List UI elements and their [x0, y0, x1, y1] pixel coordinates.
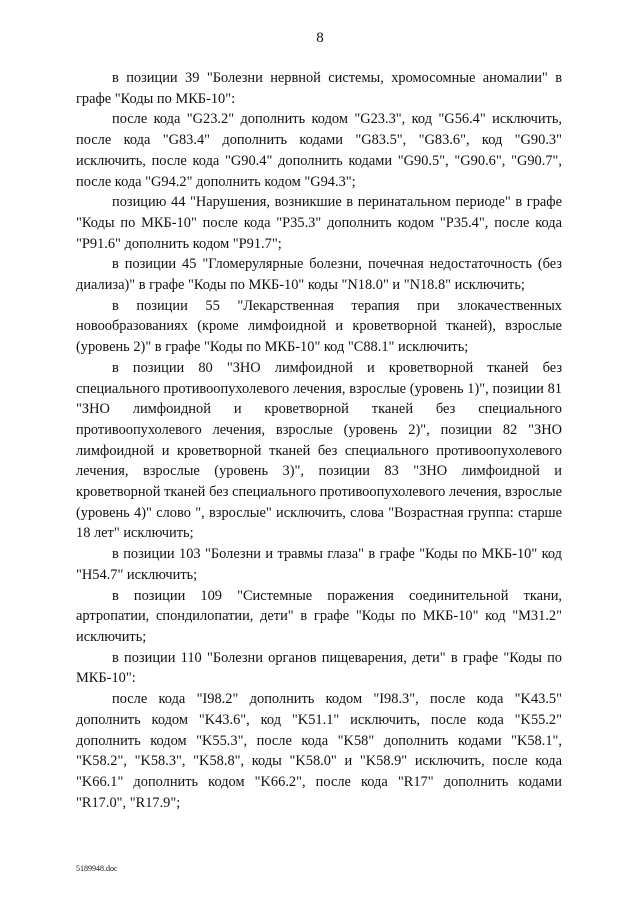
paragraph-position-110: в позиции 110 "Болезни органов пищеварения, дети" в графе "Коды по МКБ-10":: [76, 649, 562, 687]
paragraph-positions-80-83: в позиции 80 "ЗНО лимфоидной и кроветворной тканей без специального противоопухолевого лечения, взрослые (уровень 1)", позиции 81 "ЗНО лимфоидной и кроветворной тканей без специального противоопухолевого лечения, взрослые (уровень 2)", позиции 82 "ЗНО лимфоидной и кроветворной тканей без специального противоопухолевого лечения, взрослые (уровень 3)", позиции 83 "ЗНО лимфоидной и кроветворной тканей без специального противоопухолевого лечения, взрослые (уровень 4)" слово ", взрослые" исключить, слова "Возрастная группа: старше 18 лет" исключить;: [76, 359, 562, 542]
document-body: [76, 68, 562, 813]
paragraph-position-39: в позиции 39 "Болезни нервной системы, хромосомные аномалии" в графе "Коды по МКБ-10":: [76, 70, 562, 107]
paragraph-position-103: в позиции 103 "Болезни и травмы глаза" в графе "Коды по МКБ-10" код "H54.7" исключить;: [76, 546, 562, 583]
page-number: 8: [316, 30, 324, 46]
paragraph-codes-g: после кода "G23.2" дополнить кодом "G23.3", код "G56.4" исключить, после кода "G83.4" дополнить кодами "G83.5", "G83.6", код "G90.3" исключить, после кода "G90.4" дополнить кодами "G90.5", "G90.6", "G90.7", после кода "G94.2" дополнить кодом "G94.3";: [76, 111, 562, 190]
paragraph-position-45: в позиции 45 "Гломерулярные болезни, почечная недостаточность (без диализа)" в графе "Коды по МКБ-10" коды "N18.0" и "N18.8" исключить;: [76, 256, 562, 294]
paragraph-codes-k-r: после кода "I98.2" дополнить кодом "I98.3", после кода "K43.5" дополнить кодом "K43.6", код "K51.1" исключить, после кода "K55.2" дополнить кодом "K55.3", после кода "K58" дополнить кодами "K58.1", "K58.2", "K58.3", "K58.8", коды "K58.0" и "K58.9" исключить, после кода "K66.1" дополнить кодом "K66.2", после кода "R17" дополнить кодами "R17.0", "R17.9";: [76, 691, 562, 811]
document-filename: 5189948.doc: [76, 864, 118, 873]
paragraph-position-44: позицию 44 "Нарушения, возникшие в перинатальном периоде" в графе "Коды по МКБ-10" после кода "P35.3" дополнить кодом "P35.4", после кода "P91.6" дополнить кодом "P91.7";: [76, 194, 562, 252]
paragraph-position-109: в позиции 109 "Системные поражения соединительной ткани, артропатии, спондилопатии, дети" в графе "Коды по МКБ-10" код "M31.2" исключить;: [76, 587, 562, 645]
paragraph-position-55: в позиции 55 "Лекарственная терапия при злокачественных новообразованиях (кроме лимфоидной и кроветворной тканей), взрослые (уровень 2)" в графе "Коды по МКБ-10" код "C88.1" исключить;: [76, 297, 562, 356]
